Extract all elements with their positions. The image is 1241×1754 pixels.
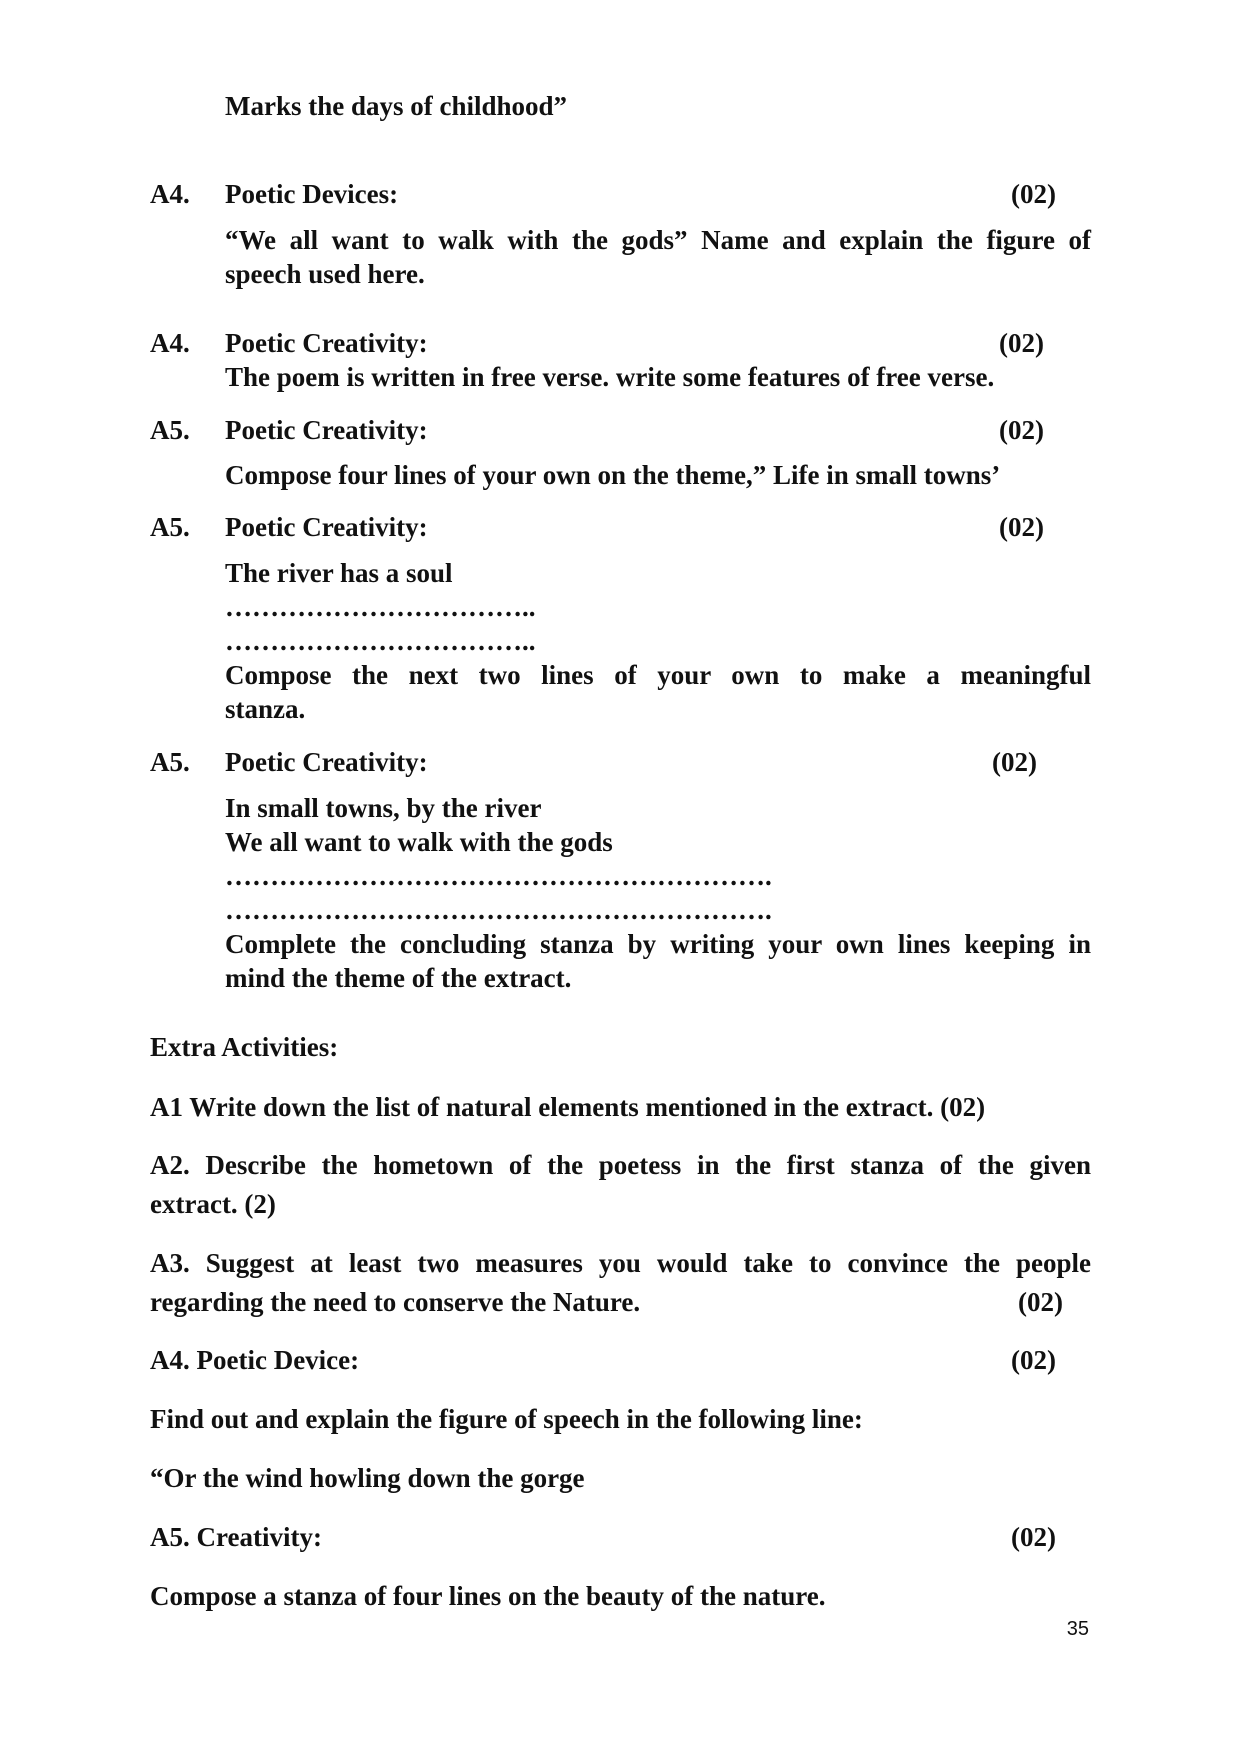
question-label: A5.: [150, 415, 190, 445]
question-text: “We all want to walk with the gods” Name and explain the figure of: [225, 225, 1091, 255]
marks: (02): [999, 328, 1044, 358]
question-text: stanza.: [225, 694, 306, 724]
question-text: Compose four lines of your own on the theme,” Life in small towns’: [225, 460, 1001, 490]
activity-heading: A5. Creativity:: [150, 1522, 322, 1552]
activity-text: Find out and explain the figure of speech in the following line:: [150, 1404, 863, 1434]
blank-dots: ……………………………..: [225, 626, 536, 656]
marks: (02): [999, 512, 1044, 542]
question-heading: Poetic Creativity:: [225, 328, 428, 358]
marks: (02): [992, 747, 1037, 777]
activity-text: Compose a stanza of four lines on the beauty of the nature.: [150, 1581, 826, 1611]
question-label: A5.: [150, 512, 190, 542]
poem-line: In small towns, by the river: [225, 793, 542, 823]
question-label: A4.: [150, 328, 190, 358]
question-heading: Poetic Creativity:: [225, 415, 428, 445]
question-heading: Poetic Devices:: [225, 179, 399, 209]
question-text: speech used here.: [225, 259, 425, 289]
blank-dots: ……………………………..: [225, 592, 536, 622]
question-label: A4.: [150, 179, 190, 209]
poem-line: The river has a soul: [225, 558, 453, 588]
question-label: A5.: [150, 747, 190, 777]
question-text: Compose the next two lines of your own to make a meaningful: [225, 660, 1091, 690]
question-heading: Poetic Creativity:: [225, 512, 428, 542]
section-heading: Extra Activities:: [150, 1032, 339, 1062]
continuation-line: Marks the days of childhood”: [225, 91, 568, 121]
page-number: 35: [1066, 1618, 1089, 1640]
blank-dots: …………………………………………………….: [225, 895, 772, 925]
question-heading: Poetic Creativity:: [225, 747, 428, 777]
marks: (02): [1011, 179, 1056, 209]
poem-line: We all want to walk with the gods: [225, 827, 613, 857]
marks: (02): [1011, 1522, 1056, 1552]
marks: (02): [1018, 1287, 1063, 1317]
activity-text: A2. Describe the hometown of the poetess in the first stanza of the given: [150, 1150, 1091, 1180]
marks: (02): [1011, 1345, 1056, 1375]
activity-text: extract. (2): [150, 1189, 276, 1219]
question-text: mind the theme of the extract.: [225, 963, 572, 993]
question-text: Complete the concluding stanza by writing your own lines keeping in: [225, 929, 1091, 959]
activity-text: regarding the need to conserve the Nature.: [150, 1287, 641, 1317]
quote-line: “Or the wind howling down the gorge: [150, 1463, 585, 1493]
marks: (02): [999, 415, 1044, 445]
blank-dots: …………………………………………………….: [225, 861, 772, 891]
activity-text: A1 Write down the list of natural elements mentioned in the extract. (02): [150, 1092, 986, 1122]
activity-text: A3. Suggest at least two measures you would take to convince the people: [150, 1248, 1091, 1278]
question-text: The poem is written in free verse. write some features of free verse.: [225, 362, 995, 392]
activity-heading: A4. Poetic Device:: [150, 1345, 360, 1375]
